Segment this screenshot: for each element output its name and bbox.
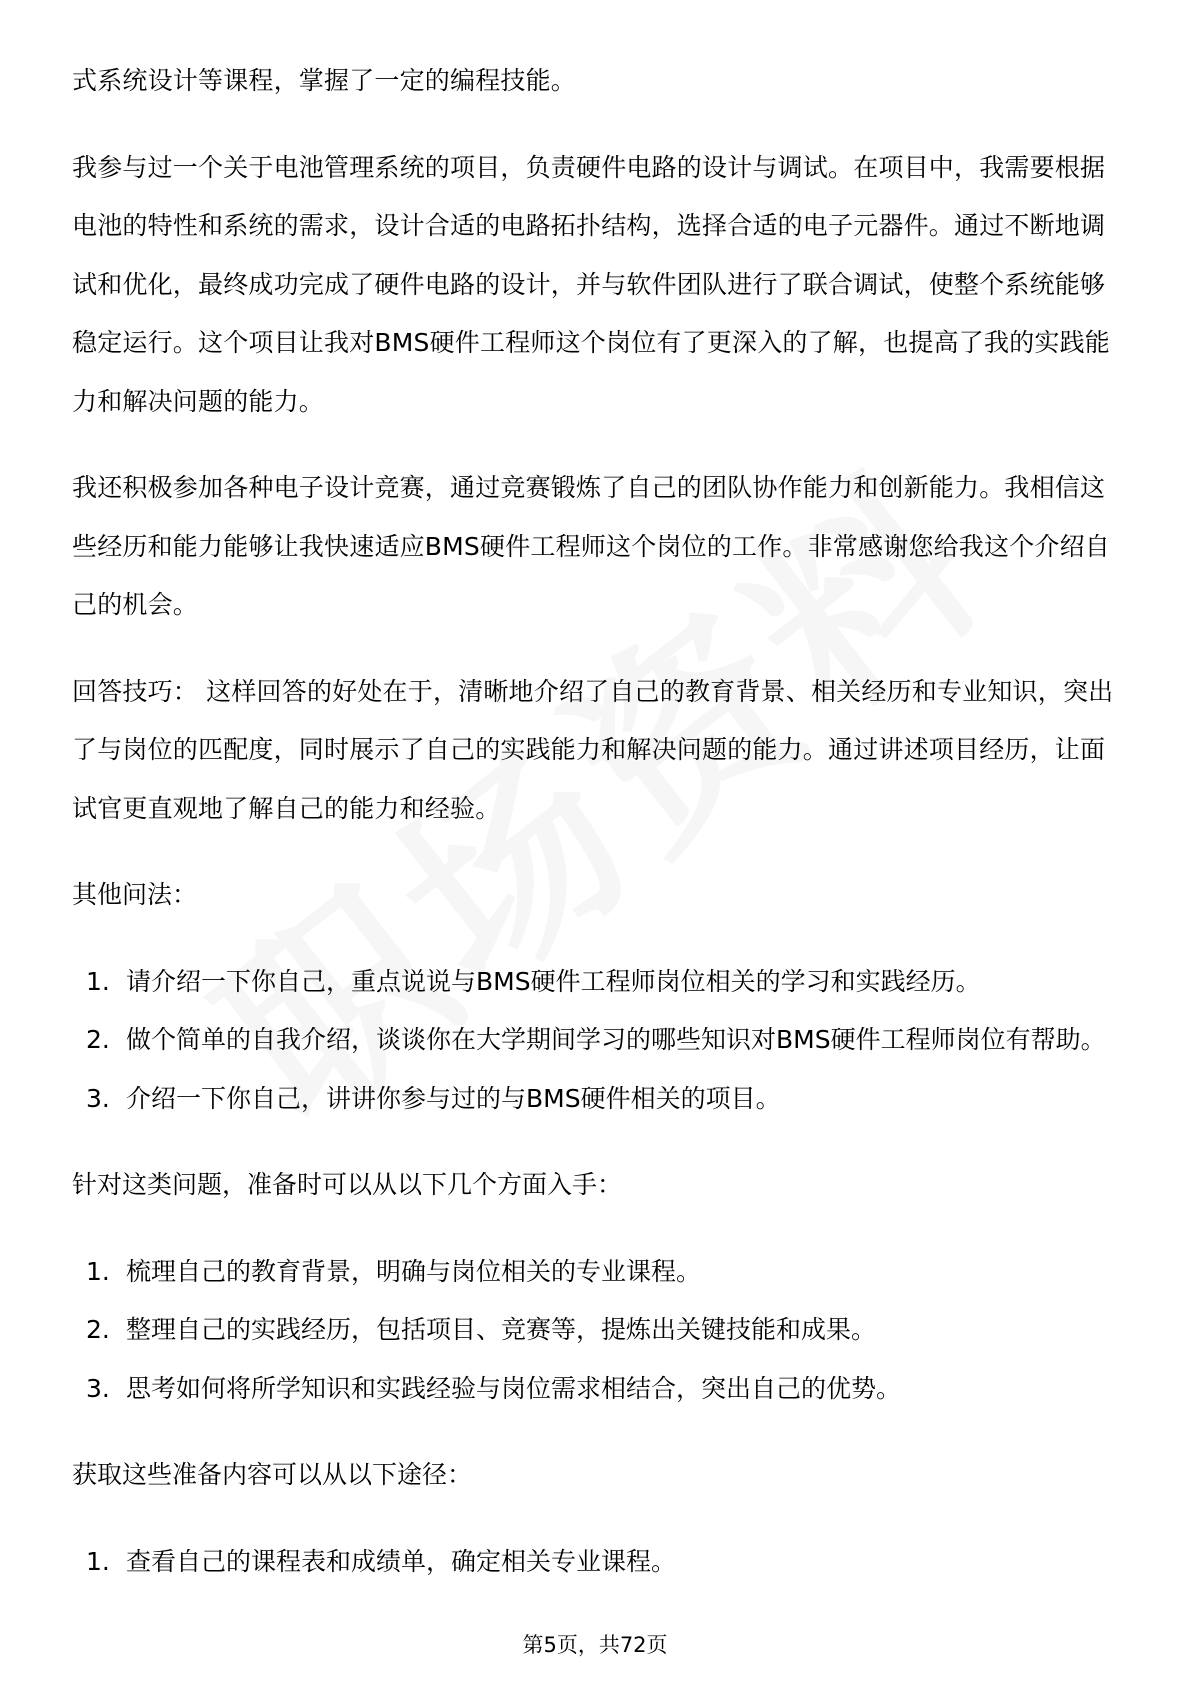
list-item-text: 做个简单的自我介绍，谈谈你在大学期间学习的哪些知识对BMS硬件工程师岗位有帮助。 xyxy=(126,1025,1106,1054)
list-number: 3. xyxy=(86,1373,110,1403)
paragraph-competition: 我还积极参加各种电子设计竞赛，通过竞赛锻炼了自己的团队协作能力和创新能力。我相信这些经历和能力能够让我快速适应BMS硬件工程师这个岗位的工作。非常感谢您给我这个介绍自己的机会。 xyxy=(72,473,1110,619)
heading-other-questions: 其他问法： xyxy=(72,880,198,909)
heading-sources: 获取这些准备内容可以从以下途径： xyxy=(72,1460,473,1489)
list-number: 1. xyxy=(86,1256,110,1286)
list-item-text: 介绍一下你自己，讲讲你参与过的与BMS硬件相关的项目。 xyxy=(126,1083,781,1113)
paragraph-project: 我参与过一个关于电池管理系统的项目，负责硬件电路的设计与调试。在项目中，我需要根据电池的特性和系统的需求，设计合适的电路拓扑结构，选择合适的电子元器件。通过不断地调试和优化，最终成功完成了硬件电路的设计，并与软件团队进行了联合调试，使整个系统能够稳定运行。这个项目让我对BMS硬件工程师这个岗位有了更深入的了解，也提高了我的实践能力和解决问题的能力。 xyxy=(72,152,1110,416)
list-number: 3. xyxy=(86,1083,110,1113)
list-number: 2. xyxy=(86,1315,110,1344)
list-number: 2. xyxy=(86,1025,110,1054)
paragraph-education-end: 式系统设计等课程，掌握了一定的编程技能。 xyxy=(72,66,577,95)
list-item xyxy=(72,1243,1122,1302)
page-content xyxy=(72,52,1122,1591)
list-item-text: 查看自己的课程表和成绩单，确定相关专业课程。 xyxy=(126,1546,677,1576)
list-item-text: 思考如何将所学知识和实践经验与岗位需求相结合，突出自己的优势。 xyxy=(126,1373,902,1403)
list-item xyxy=(72,1011,1122,1070)
list-item-text: 整理自己的实践经历，包括项目、竞赛等，提炼出关键技能和成果。 xyxy=(126,1315,877,1344)
page-number-label: 第5页，共72页 xyxy=(522,1633,668,1657)
list-item-text: 梳理自己的教育背景，明确与岗位相关的专业课程。 xyxy=(126,1256,702,1286)
list-item-text: 请介绍一下你自己，重点说说与BMS硬件工程师岗位相关的学习和实践经历。 xyxy=(126,966,981,996)
list-item xyxy=(72,1533,1122,1592)
list-item xyxy=(72,1070,1122,1129)
page-footer xyxy=(0,1630,1190,1660)
list-other-questions xyxy=(72,953,1122,1129)
heading-preparation: 针对这类问题，准备时可以从以下几个方面入手： xyxy=(72,1170,623,1199)
list-number: 1. xyxy=(86,1546,110,1576)
paragraph-answer-tips: 回答技巧： 这样回答的好处在于，清晰地介绍了自己的教育背景、相关经历和专业知识，突出了与岗位的匹配度，同时展示了自己的实践能力和解决问题的能力。通过讲述项目经历，让面试官更直观地了解自己的能力和经验。 xyxy=(72,676,1114,823)
list-preparation xyxy=(72,1243,1122,1419)
list-item xyxy=(72,1301,1122,1360)
list-number: 1. xyxy=(86,966,110,996)
list-item xyxy=(72,953,1122,1012)
list-item xyxy=(72,1360,1122,1419)
list-sources xyxy=(72,1533,1122,1592)
